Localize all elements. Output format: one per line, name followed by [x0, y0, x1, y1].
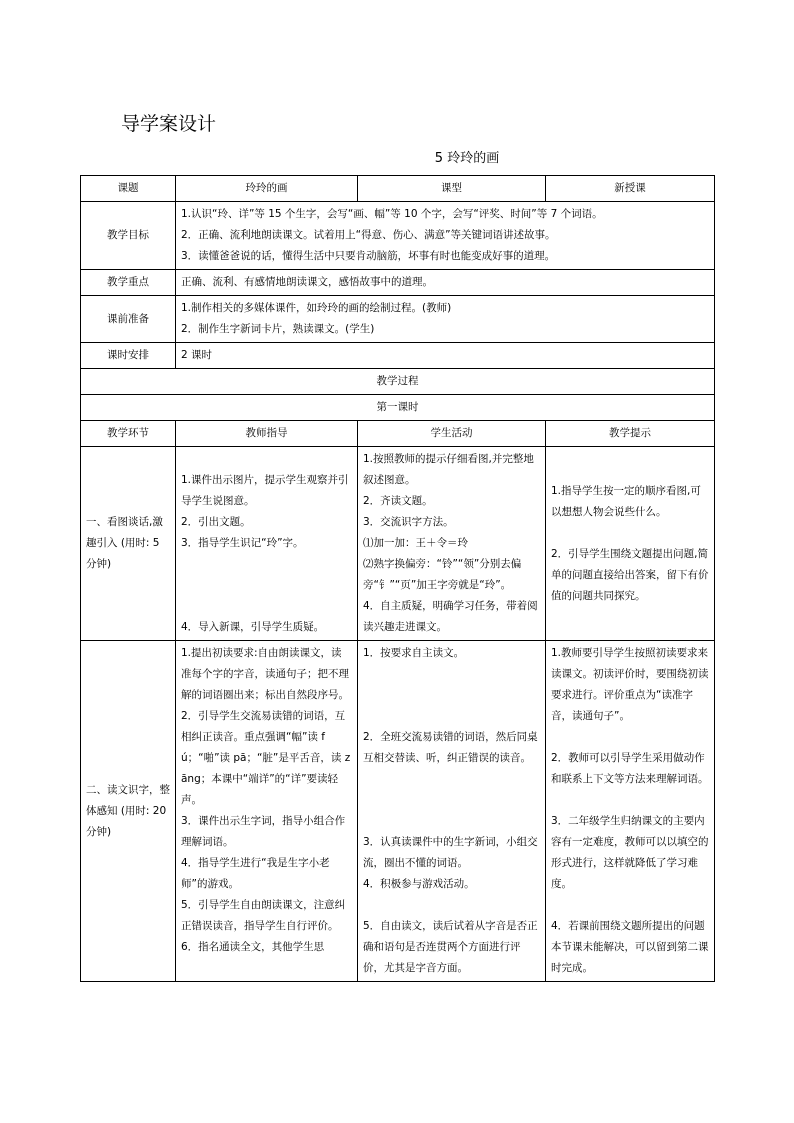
course-label: 课题 [81, 176, 176, 202]
list-item: 1.课件出示图片，提示学生观察并引导学生说图意。 [181, 474, 349, 507]
list-item: 2．全班交流易读错的词语，然后同桌互相交替读、听，纠正错误的读音。 [363, 731, 538, 764]
focus-text: 正确、流利、有感情地朗读课文，感悟故事中的道理。 [176, 270, 715, 296]
column-header: 教学环节 [81, 421, 176, 447]
lesson-title: 5 玲玲的画 [434, 151, 500, 166]
table-row [81, 447, 715, 641]
list-item: 2．引出文题。 [181, 516, 251, 528]
list-item: 3．交流识字方法。 [363, 516, 454, 528]
list-item: 1.教师要引导学生按照初读要求来读课文。初读评价时，要围绕初读要求进行。评价重点为“读准字音，读通句子”。 [551, 647, 709, 722]
column-header: 学生活动 [358, 421, 546, 447]
list-item: 1.指导学生按一定的顺序看图,可以想想人物会说些什么。 [551, 484, 701, 518]
list-item: 5．自由读文，读后试着从字音是否正确和语句是否连贯两个方面进行评价，尤其是字音方面。 [363, 920, 538, 974]
list-item: 4．指导学生进行“我是生字小老师”的游戏。 [181, 857, 330, 890]
list-item: ⑴加一加：王＋令＝玲 [363, 537, 468, 549]
teacher-guidance [176, 641, 358, 982]
prep-content [176, 296, 715, 343]
column-header: 教师指导 [176, 421, 358, 447]
list-item: 1．按要求自主读文。 [363, 647, 465, 659]
list-item: 4．导入新课，引导学生质疑。 [181, 621, 325, 633]
teaching-tips [546, 447, 715, 641]
list-item: 5．引导学生自由朗读课文，注意纠正错误读音，指导学生自行评价。 [181, 899, 346, 932]
goal-item: 3．读懂爸爸说的话，懂得生活中只要肯动脑筋，坏事有时也能变成好事的道理。 [181, 250, 556, 262]
student-activity [358, 641, 546, 982]
list-item: ⑵熟字换偏旁：“铃”“领”分别去偏旁“钅”“页”加王字旁就是“玲”。 [363, 558, 522, 591]
prep-item: 2．制作生字新词卡片，熟读课文。(学生) [181, 323, 375, 335]
student-activity [358, 447, 546, 641]
list-item: 1.按照教师的提示仔细看图,并完整地叙述图意。 [363, 453, 534, 486]
list-item: 3．指导学生识记“玲”字。 [181, 537, 304, 549]
goals-label: 教学目标 [81, 202, 176, 270]
prep-item: 1.制作相关的多媒体课件，如玲玲的画的绘制过程。(教师) [181, 302, 452, 314]
list-item: 1.提出初读要求:自由朗读课文，读准每个字的字音，读通句子；把不理解的词语圈出来；标出自然段序号。 [181, 647, 349, 701]
list-item: 3．认真读课件中的生字新词，小组交流，圈出不懂的词语。 [363, 836, 538, 869]
lesson-plan-table [80, 175, 715, 982]
period-title: 第一课时 [81, 395, 715, 421]
document-title: 导学案设计 [121, 113, 217, 135]
type-value: 新授课 [546, 176, 715, 202]
process-title: 教学过程 [81, 369, 715, 395]
goals-content [176, 202, 715, 270]
list-item: 4．若课前围绕文题所提出的问题本节课未能解决，可以留到第二课时完成。 [551, 920, 709, 974]
list-item: 3．二年级学生归纳课文的主要内容有一定难度，教师可以以填空的形式进行，这样就降低了学习难度。 [551, 815, 709, 890]
type-label: 课型 [358, 176, 546, 202]
goal-item: 2．正确、流利地朗读课文。试着用上“得意、伤心、满意”等关键词语讲述故事。 [181, 229, 556, 241]
column-header: 教学提示 [546, 421, 715, 447]
stage-name: 二、读文识字，整体感知 (用时: 20 分钟) [81, 641, 176, 982]
course-value: 玲玲的画 [176, 176, 358, 202]
teacher-guidance [176, 447, 358, 641]
list-item: 2．引导学生围绕文题提出问题,简单的问题直接给出答案，留下有价值的问题共同探究。 [551, 547, 709, 602]
schedule-text: 2 课时 [176, 343, 715, 369]
schedule-label: 课时安排 [81, 343, 176, 369]
list-item: 3．课件出示生字词，指导小组合作理解词语。 [181, 815, 346, 848]
focus-label: 教学重点 [81, 270, 176, 296]
teaching-tips [546, 641, 715, 982]
prep-label: 课前准备 [81, 296, 176, 343]
list-item: 4．自主质疑，明确学习任务，带着阅读兴趣走进课文。 [363, 600, 538, 633]
lesson-title-wrap [0, 149, 794, 169]
list-item: 2．教师可以引导学生采用做动作和联系上下文等方法来理解词语。 [551, 752, 709, 785]
list-item: 6．指名通读全文，其他学生思 [181, 941, 325, 953]
list-item: 2．引导学生交流易读错的词语，互相纠正读音。重点强调“幅”读 fú；“啪”读 pā；“脏”是平舌音，读 zāng；本课中“端详”的“详”要读轻声。 [181, 710, 351, 806]
list-item: 2．齐读文题。 [363, 495, 433, 507]
list-item: 4．积极参与游戏活动。 [363, 878, 475, 890]
stage-name: 一、看图谈话,激趣引入 (用时: 5 分钟) [81, 447, 176, 641]
goal-item: 1.认识“玲、详”等 15 个生字，会写“画、幅”等 10 个字，会写“评奖、时间”等 7 个词语。 [181, 208, 603, 220]
table-row [81, 641, 715, 982]
